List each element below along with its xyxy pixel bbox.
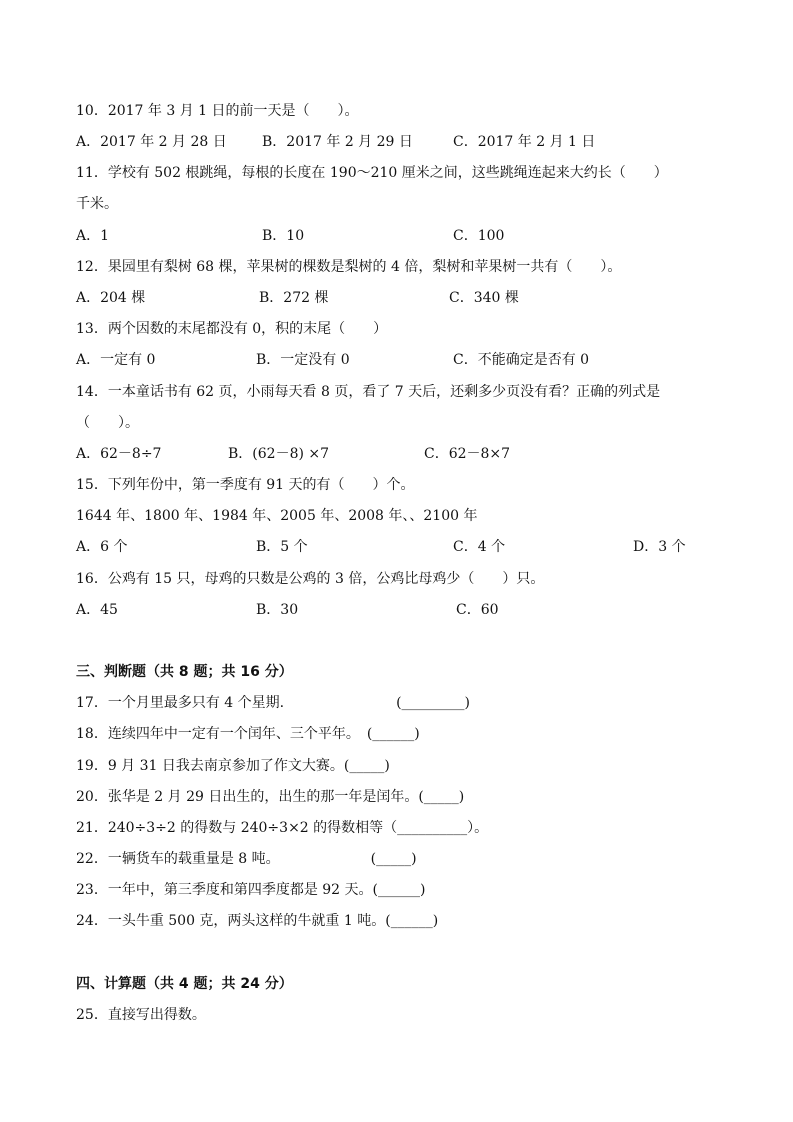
question-14-option-a[interactable]: A．62－8÷7 [76,446,162,462]
question-14-option-c[interactable]: C．62－8×7 [424,446,511,462]
question-14-stem: 14．一本童话书有 62 页，小雨每天看 8 页，看了 7 天后，还剩多少页没有看？正确的列式是 [76,384,661,400]
question-14-option-b[interactable]: B．(62－8) ×7 [228,446,330,462]
question-12-option-b[interactable]: B．272 棵 [259,290,329,306]
judgement-item-20[interactable]: 20．张华是 2 月 29 日出生的，出生的那一年是闰年。(_____) [76,789,465,805]
question-10-option-a[interactable]: A．2017 年 2 月 28 日 [76,134,227,150]
question-13-option-c[interactable]: C．不能确定是否有 0 [453,352,590,368]
section-3-heading: 三、判断题（共 8 题；共 16 分） [76,664,293,680]
question-15-option-c[interactable]: C．4 个 [453,539,506,555]
calculation-item-25: 25．直接写出得数。 [76,1007,206,1023]
judgement-item-23[interactable]: 23．一年中，第三季度和第四季度都是 92 天。(______) [76,882,426,898]
question-12-option-c[interactable]: C．340 棵 [449,290,519,306]
question-12-option-a[interactable]: A．204 棵 [76,290,146,306]
judgement-item-24[interactable]: 24．一头牛重 500 克，两头这样的牛就重 1 吨。(______) [76,913,439,929]
section-4-heading: 四、计算题（共 4 题；共 24 分） [76,976,293,992]
judgement-item-21[interactable]: 21．240÷3÷2 的得数与 240÷3×2 的得数相等（__________）。 [76,820,489,836]
judgement-item-18[interactable]: 18．连续四年中一定有一个闰年、三个平年。 (______) [76,726,420,742]
question-15-stem: 15．下列年份中，第一季度有 91 天的有（ ）个。 [76,477,415,493]
question-14-stem-continued: （ ）。 [76,415,139,431]
question-11-option-c[interactable]: C．100 [453,228,505,244]
question-16-option-b[interactable]: B．30 [256,602,299,618]
question-10-stem: 10．2017 年 3 月 1 日的前一天是（ ）。 [76,103,359,119]
question-13-option-a[interactable]: A．一定有 0 [76,352,156,368]
question-12-stem: 12．果园里有梨树 68 棵，苹果树的棵数是梨树的 4 倍，梨树和苹果树一共有（ ）。 [76,259,622,275]
judgement-item-17[interactable]: 17．一个月里最多只有 4 个星期. (_________) [76,695,470,711]
question-10-option-b[interactable]: B．2017 年 2 月 29 日 [262,134,413,150]
question-15-option-a[interactable]: A．6 个 [76,539,128,555]
question-11-stem: 11．学校有 502 根跳绳，每根的长度在 190～210 厘米之间，这些跳绳连起来大约长（ ） [76,165,668,181]
question-10-option-c[interactable]: C．2017 年 2 月 1 日 [453,134,596,150]
question-16-option-a[interactable]: A．45 [76,602,118,618]
judgement-item-22[interactable]: 22．一辆货车的载重量是 8 吨。 (_____) [76,851,417,867]
question-15-years: 1644 年、1800 年、1984 年、2005 年、2008 年、、2100 年 [76,508,478,524]
question-16-option-c[interactable]: C．60 [456,602,499,618]
question-11-option-b[interactable]: B．10 [262,228,305,244]
question-15-option-b[interactable]: B．5 个 [256,539,308,555]
question-13-option-b[interactable]: B．一定没有 0 [256,352,350,368]
question-11-stem-continued: 千米。 [76,196,118,212]
judgement-item-19[interactable]: 19．9 月 31 日我去南京参加了作文大赛。(_____) [76,758,390,774]
question-16-stem: 16．公鸡有 15 只，母鸡的只数是公鸡的 3 倍，公鸡比母鸡少（ ）只。 [76,571,545,587]
question-11-option-a[interactable]: A．1 [76,228,110,244]
question-15-option-d[interactable]: D．3 个 [633,539,686,555]
question-13-stem: 13．两个因数的末尾都没有 0，积的末尾（ ） [76,321,388,337]
